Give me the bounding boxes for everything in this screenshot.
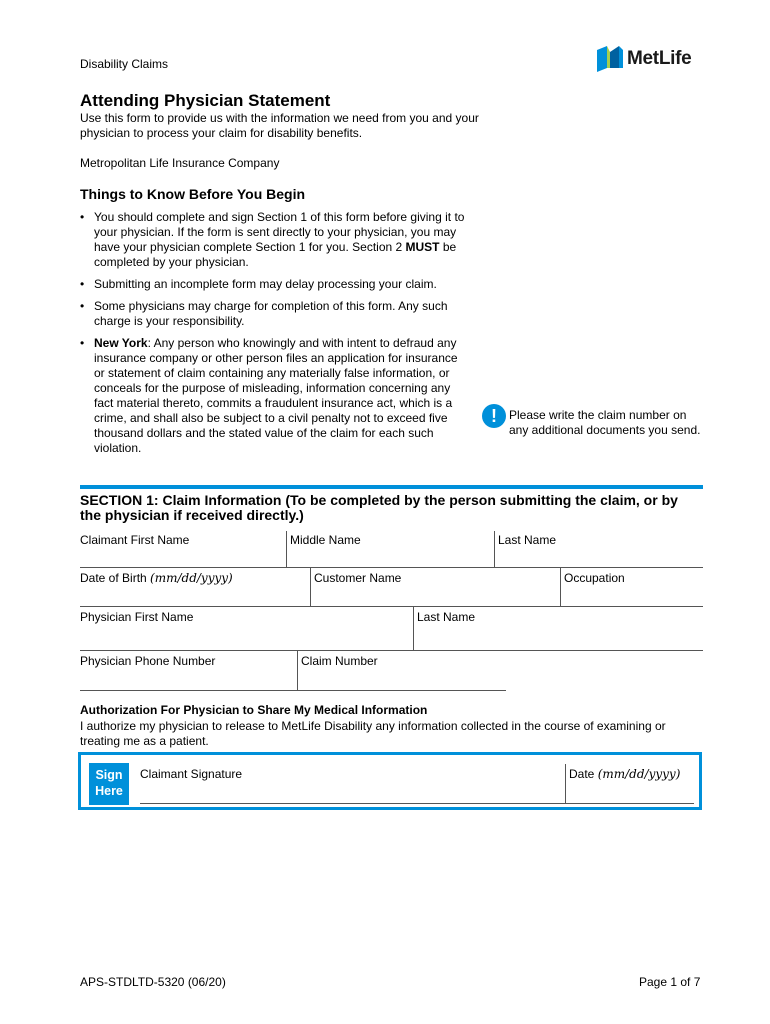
authorization-title: Authorization For Physician to Share My Medical Information — [80, 703, 428, 717]
claim-number-note: Please write the claim number on any additional documents you send. — [509, 408, 701, 437]
section-divider — [80, 485, 703, 489]
things-to-know-heading: Things to Know Before You Begin — [80, 186, 306, 202]
date-of-birth-label: Date of Birth (mm/dd/yyyy) — [80, 571, 233, 585]
occupation-label: Occupation — [564, 571, 625, 585]
list-item: • You should complete and sign Section 1 of this form before giving it to your physician. If the form is sent directly to your physician, you may have your physician complete Section 1 for you. Section 2 MUST be completed by your physician. — [80, 210, 465, 270]
exclamation-icon: ! — [482, 404, 506, 428]
list-item: • Submitting an incomplete form may delay processing your claim. — [80, 277, 465, 292]
form-title: Attending Physician Statement — [80, 91, 331, 110]
claimant-signature-label: Claimant Signature — [140, 767, 243, 781]
physician-first-name-label: Physician First Name — [80, 610, 194, 624]
physician-last-name-label: Last Name — [417, 610, 476, 624]
signature-underline — [140, 803, 694, 804]
metlife-logo — [597, 46, 705, 74]
document-category: Disability Claims — [80, 57, 169, 71]
list-item: • Some physicians may charge for completion of this form. Any such charge is your responsibility. — [80, 299, 465, 329]
form-code: APS-STDLTD-5320 (06/20) — [80, 975, 226, 989]
things-to-know-list — [80, 210, 465, 463]
logo-text: MetLife — [627, 48, 692, 69]
field-underline — [80, 690, 506, 691]
list-item: • New York: Any person who knowingly and with intent to defraud any insurance company or other person files an application for insurance or statement of claim containing any materially false information, or conceals for the purpose of misleading, information concerning any fact material thereto, commits a fraudulent insurance act, which is a crime, and shall also be subject to a civil penalty not to exceed five thousand dollars and the stated value of the claim for each such violation. — [80, 336, 465, 456]
claimant-first-name-label: Claimant First Name — [80, 533, 190, 547]
company-name: Metropolitan Life Insurance Company — [80, 156, 280, 170]
field-divider — [565, 764, 566, 804]
middle-name-label: Middle Name — [290, 533, 361, 547]
metlife-logo-icon — [597, 46, 623, 72]
claimant-name-field[interactable] — [80, 531, 703, 567]
physician-phone-label: Physician Phone Number — [80, 654, 216, 668]
claim-number-label: Claim Number — [301, 654, 378, 668]
customer-name-label: Customer Name — [314, 571, 402, 585]
authorization-text: I authorize my physician to release to MetLife Disability any information collected in the course of examining or treating me as a patient. — [80, 719, 666, 748]
birth-customer-occupation-field[interactable] — [80, 568, 703, 606]
page-number: Page 1 of 7 — [639, 975, 701, 989]
physician-name-field[interactable] — [80, 607, 703, 650]
last-name-label: Last Name — [498, 533, 557, 547]
signature-date-label: Date (mm/dd/yyyy) — [569, 767, 681, 781]
form-intro: Use this form to provide us with the information we need from you and your physician to process your claim for disability benefits. — [80, 111, 479, 140]
signature-date-field[interactable] — [567, 764, 693, 804]
claimant-signature-field[interactable] — [140, 764, 564, 804]
sign-here-badge: Sign Here — [89, 763, 129, 805]
phone-claim-field[interactable] — [80, 651, 506, 690]
section1-title: SECTION 1: Claim Information (To be completed by the person submitting the claim, or by the physician if received directly.) — [80, 492, 678, 523]
signature-box — [78, 752, 702, 810]
